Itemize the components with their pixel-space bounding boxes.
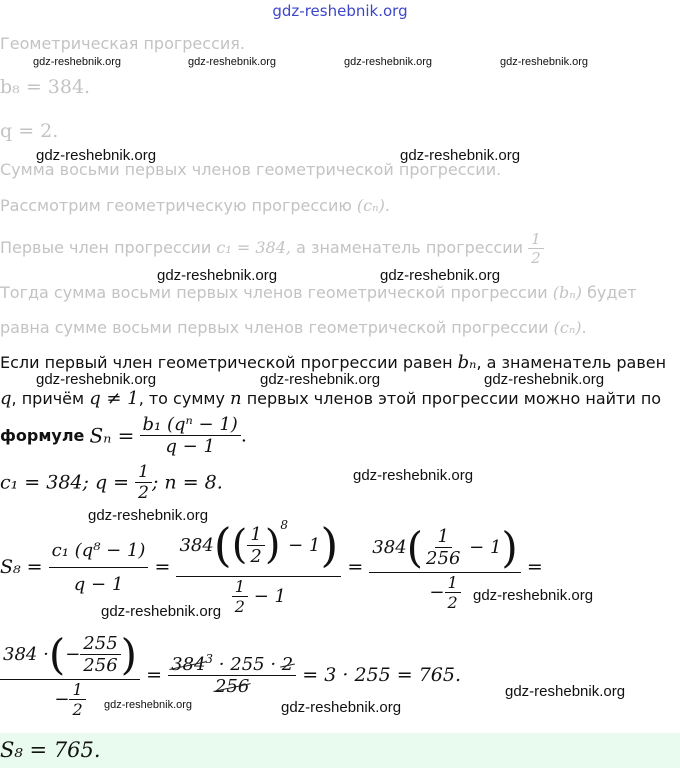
calc1-f2-den xyxy=(229,577,289,616)
first-term-line xyxy=(0,230,544,267)
calc1-f3-paren-open: ( xyxy=(406,522,424,572)
formula-fraction xyxy=(140,414,241,457)
calc1-f2-inner-paren-close: ) xyxy=(264,522,281,568)
watermark: gdz-reshebnik.org xyxy=(36,371,157,388)
calc1-f2-exp: 8 xyxy=(280,518,289,532)
calc1-f3-den-sign: − xyxy=(429,581,445,603)
calc2-num xyxy=(0,630,140,680)
calc1-f2-den-num: 1 xyxy=(232,577,248,597)
theory-line1-suffix: , а знаменатель равен xyxy=(476,353,667,372)
calc1-fraction-2 xyxy=(176,518,341,616)
ratio-fraction xyxy=(528,230,544,267)
calc1-f3-inner-den: 256 xyxy=(426,547,461,569)
watermark: gdz-reshebnik.org xyxy=(281,699,402,716)
value-n: ; n = 8. xyxy=(151,471,223,494)
calc2-den-fraction xyxy=(69,680,85,719)
calc2-inner-num: 255 xyxy=(80,633,120,655)
calc2-inner-sign: − xyxy=(65,644,81,665)
watermark: gdz-reshebnik.org xyxy=(484,371,605,388)
calc1-f2-den-minus: − 1 xyxy=(253,586,286,607)
calc1-f3-den-den: 2 xyxy=(447,592,458,612)
calc1-f3-coef: 384 xyxy=(372,536,407,558)
calc1-f3-minus: − 1 xyxy=(469,536,502,558)
watermark: gdz-reshebnik.org xyxy=(36,147,157,164)
calc2-eq-1: = xyxy=(146,663,163,686)
value-q-num: 1 xyxy=(135,462,152,483)
calc1-f2-inner-paren-open: ( xyxy=(231,522,248,568)
then-line-1-suffix: будет xyxy=(587,283,637,302)
watermark: gdz-reshebnik.org xyxy=(344,56,433,68)
then-line-1-prefix: Тогда сумма восьми первых членов геометрической прогрессии xyxy=(0,283,548,302)
formula-num: b₁ (qⁿ − 1) xyxy=(140,414,241,436)
theory-q: q xyxy=(0,388,12,409)
site-title[interactable]: gdz-reshebnik.org xyxy=(272,2,408,20)
calc1-f3-paren-close: ) xyxy=(501,522,518,572)
theory-line-2 xyxy=(0,388,661,409)
formula-end: . xyxy=(240,424,247,447)
value-c1: c₁ = 384; xyxy=(0,471,89,494)
ratio-text: а знаменатель прогрессии xyxy=(296,238,524,257)
watermark: gdz-reshebnik.org xyxy=(473,587,594,604)
calc1-lhs: S₈ = xyxy=(0,556,43,578)
watermark: gdz-reshebnik.org xyxy=(260,371,381,388)
value-q-prefix: q = xyxy=(94,471,130,494)
calc1-f2-inner-num: 1 xyxy=(247,524,264,546)
first-term-prefix: Первые член прогрессии xyxy=(0,238,212,257)
watermark: gdz-reshebnik.org xyxy=(101,603,222,620)
ratio-num: 1 xyxy=(528,230,544,249)
calc2-r-den xyxy=(212,676,252,697)
theory-n: n xyxy=(230,388,242,409)
watermark: gdz-reshebnik.org xyxy=(33,56,122,68)
calc1-f2-den-den: 2 xyxy=(234,597,245,616)
watermark: gdz-reshebnik.org xyxy=(380,267,501,284)
theory-line1-term: bₙ xyxy=(457,352,477,373)
theory-line-1 xyxy=(0,352,666,373)
then-line-2-seq: (cₙ). xyxy=(553,318,587,337)
theory-text-3: первых членов этой прогрессии можно найти по xyxy=(246,389,662,408)
value-q-den: 2 xyxy=(138,483,149,503)
value-q-fraction xyxy=(135,462,152,503)
watermark: gdz-reshebnik.org xyxy=(500,56,589,68)
calc1-f2-outer-paren-open: ( xyxy=(213,518,232,572)
theory-text-2: , то сумму xyxy=(138,389,225,408)
then-line-2 xyxy=(0,318,587,337)
calc1-f2-num xyxy=(176,518,341,577)
calc1-f2-inner-fraction xyxy=(247,524,264,567)
watermark: gdz-reshebnik.org xyxy=(104,699,193,711)
calc2-paren-close: ) xyxy=(120,630,138,679)
calc1-f3-inner-num: 1 xyxy=(435,526,452,548)
calc2-den-num: 1 xyxy=(69,680,85,700)
calc1-f3-den-num: 1 xyxy=(445,573,461,593)
watermark: gdz-reshebnik.org xyxy=(188,56,277,68)
consider-line xyxy=(0,196,390,215)
calc2-r-num xyxy=(168,652,296,676)
watermark: gdz-reshebnik.org xyxy=(88,507,209,524)
calc2-fraction-2 xyxy=(168,652,296,697)
heading: Геометрическая прогрессия. xyxy=(0,34,245,53)
calc1-f2-outer-paren-close: ) xyxy=(320,518,339,572)
given-q: q = 2. xyxy=(0,120,59,142)
calc2-den-sign: − xyxy=(54,689,70,710)
calc1-f3-inner-fraction xyxy=(423,526,463,569)
calc2-inner-fraction xyxy=(80,633,120,676)
watermark: gdz-reshebnik.org xyxy=(400,147,521,164)
calc2-den-den: 2 xyxy=(72,700,83,719)
calc1-fraction-1 xyxy=(49,540,149,595)
calc1-tail: = xyxy=(526,556,543,578)
calc2-r-384: 384 xyxy=(171,654,206,675)
calc2-r-2: 2 xyxy=(281,654,294,675)
calc1-f3-num xyxy=(369,523,521,573)
then-line-1 xyxy=(0,283,637,302)
watermark: gdz-reshebnik.org xyxy=(353,467,474,484)
calc1-f3-den-fraction xyxy=(445,573,461,612)
then-line-2-prefix: равна сумме восьми первых членов геометрической прогрессии xyxy=(0,318,549,337)
formula-lhs: Sₙ = xyxy=(89,423,135,448)
calc1-eq-1: = xyxy=(154,556,171,578)
calc-line-1 xyxy=(0,518,543,616)
watermark: gdz-reshebnik.org xyxy=(157,267,278,284)
calc2-den xyxy=(51,680,88,719)
calc1-f3-den xyxy=(426,573,463,612)
formula-den: q − 1 xyxy=(165,436,215,457)
calc1-f2-minus: − 1 xyxy=(288,534,321,556)
theory-condition: q ≠ 1 xyxy=(89,388,139,409)
find-line: Сумма восьми первых членов геометрической прогрессии. xyxy=(0,160,502,179)
theory-text-1: , причём xyxy=(11,389,85,408)
calc1-eq-2: = xyxy=(347,556,364,578)
consider-prefix: Рассмотрим геометрическую прогрессию xyxy=(0,196,352,215)
calc2-num-coef: 384 · xyxy=(3,644,49,665)
values-line xyxy=(0,462,223,503)
calc1-f2-coef: 384 xyxy=(179,534,214,556)
calc1-f2-den-fraction xyxy=(232,577,248,616)
formula xyxy=(0,414,247,457)
calc2-r-256: 256 xyxy=(214,676,250,697)
calc1-f1-den: q − 1 xyxy=(73,573,124,595)
answer-box xyxy=(0,733,680,768)
formula-label: формуле xyxy=(0,426,85,445)
calc2-paren-open: ( xyxy=(48,630,66,679)
theory-line1-prefix: Если первый член геометрической прогрессии равен xyxy=(0,353,453,372)
calc1-f2-inner-den: 2 xyxy=(250,545,262,567)
calc2-result: = 3 · 255 = 765. xyxy=(302,663,462,686)
calc2-inner-den: 256 xyxy=(83,655,118,676)
watermark: gdz-reshebnik.org xyxy=(505,683,626,700)
calc2-r-rest: · 255 · xyxy=(218,654,277,675)
given-b8: b₈ = 384. xyxy=(0,76,91,98)
calc2-r-sup: 3 xyxy=(205,652,214,666)
first-term-eq: c₁ = 384, xyxy=(216,238,291,257)
calc1-f1-num: c₁ (q⁸ − 1) xyxy=(49,540,149,568)
then-line-1-seq: (bₙ) xyxy=(552,283,582,302)
answer: S₈ = 765. xyxy=(0,738,101,762)
ratio-den: 2 xyxy=(531,249,541,267)
consider-seq: (cₙ). xyxy=(356,196,390,215)
